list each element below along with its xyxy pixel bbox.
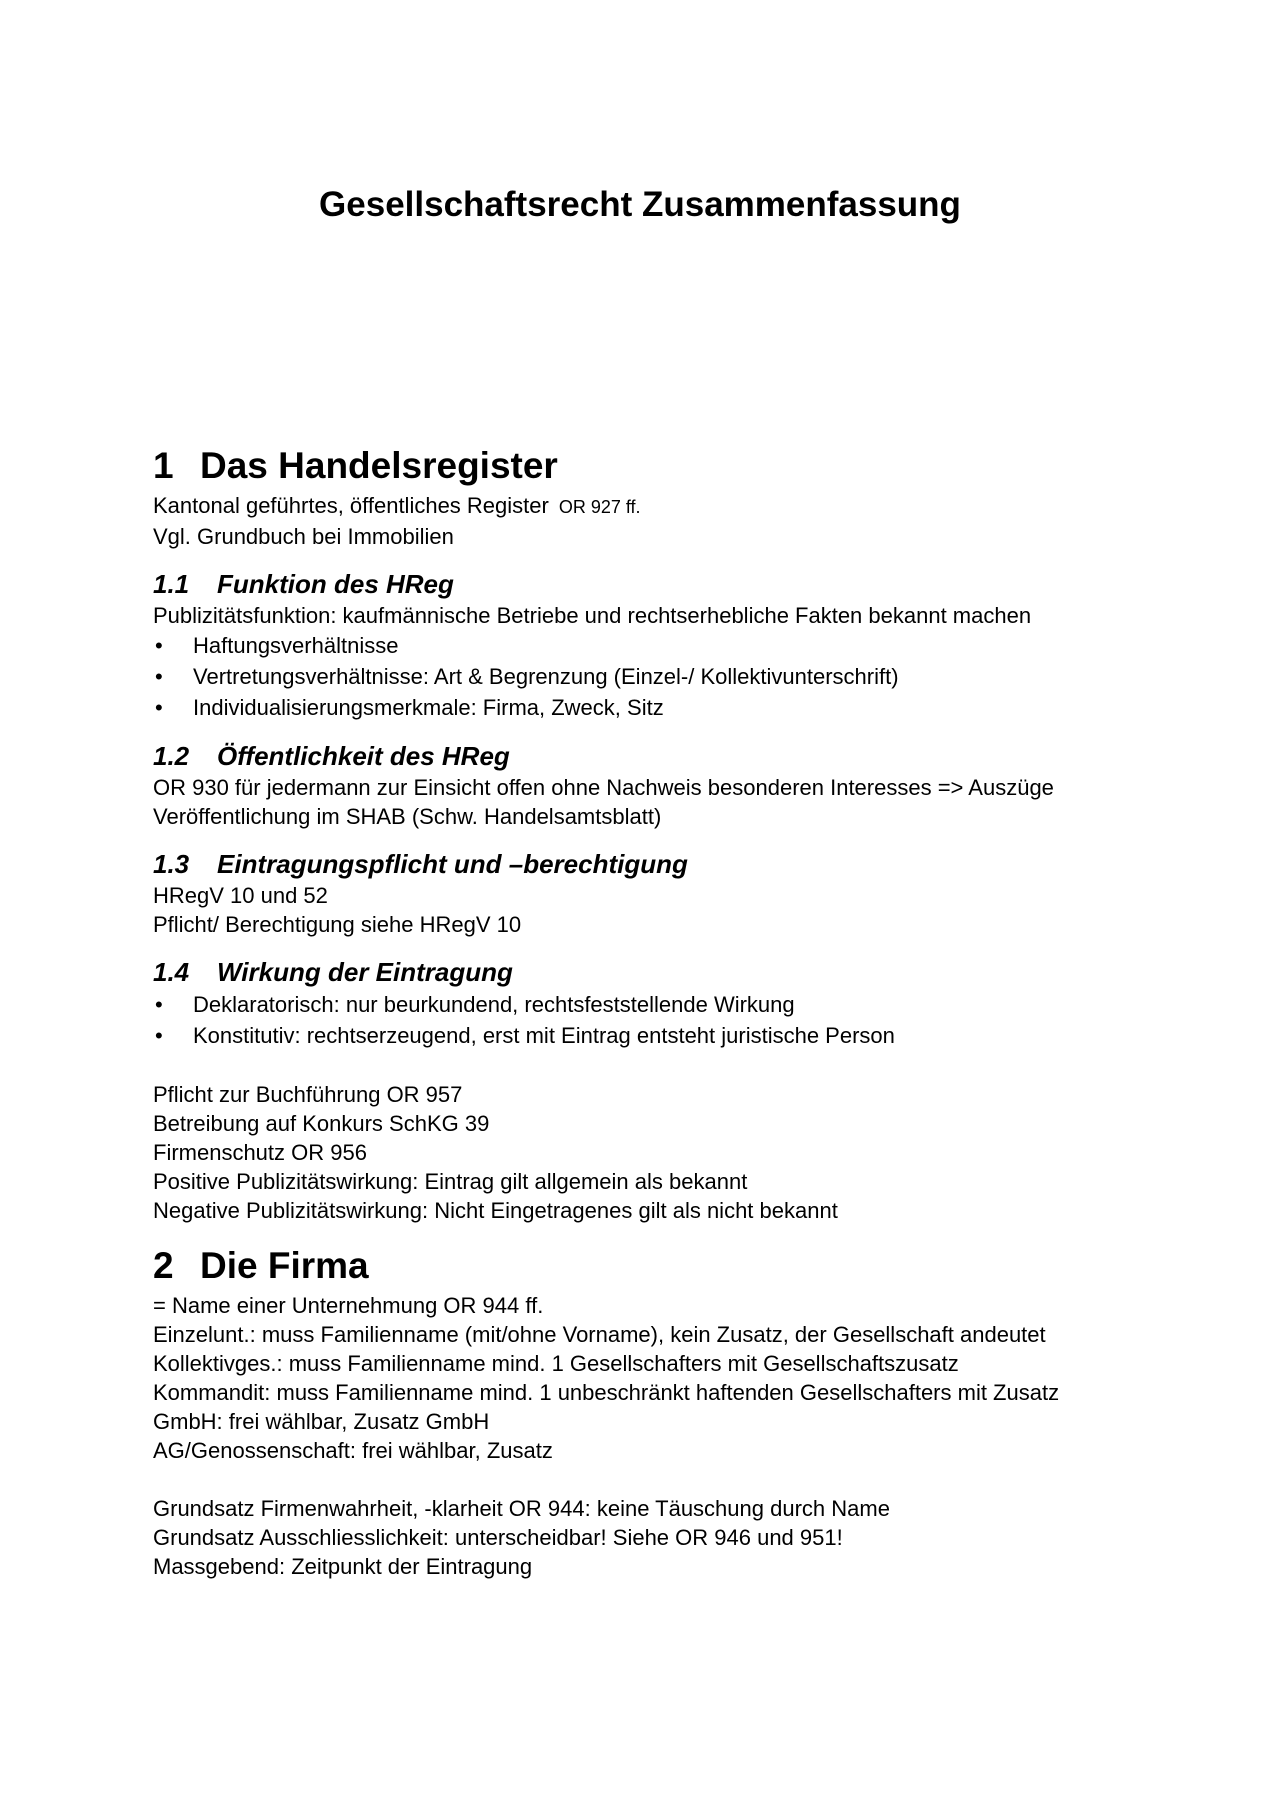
section-1-4-heading	[153, 955, 1193, 989]
text-line: Firmenschutz OR 956	[153, 1140, 367, 1165]
section-title: Eintragungspflicht und –berechtigung	[217, 849, 688, 879]
bullet-icon: •	[155, 1023, 163, 1048]
chapter-1-intro-line-2: Vgl. Grundbuch bei Immobilien	[153, 524, 454, 549]
bullet-icon: •	[155, 664, 163, 689]
chapter-number: 2	[153, 1245, 174, 1286]
list-item-text: Individualisierungsmerkmale: Firma, Zweck, Sitz	[193, 695, 664, 720]
list-item-text: Konstitutiv: rechtserzeugend, erst mit Eintrag entsteht juristische Person	[193, 1023, 895, 1048]
law-reference: OR 927 ff.	[558, 497, 641, 517]
section-number: 1.4	[153, 957, 190, 987]
section-title: Funktion des HReg	[217, 569, 454, 599]
section-1-1-list	[153, 630, 1193, 723]
section-1-1-text: Publizitätsfunktion: kaufmännische Betriebe und rechtserhebliche Fakten bekannt machen	[153, 603, 1032, 628]
text-line: AG/Genossenschaft: frei wählbar, Zusatz	[153, 1438, 553, 1463]
list-item-text: Haftungsverhältnisse	[193, 633, 399, 658]
section-1-4-list	[153, 989, 1193, 1051]
text-line: = Name einer Unternehmung OR 944 ff.	[153, 1293, 544, 1318]
list-item	[153, 692, 1193, 723]
section-1-2-line-1: OR 930 für jedermann zur Einsicht offen ohne Nachweis besonderen Interesses => Auszüge	[153, 775, 1054, 800]
section-number: 1.3	[153, 849, 190, 879]
section-1-3-heading	[153, 847, 1193, 881]
bullet-icon: •	[155, 633, 163, 658]
list-item	[153, 661, 1193, 692]
section-number: 1.2	[153, 741, 190, 771]
chapter-title: Die Firma	[200, 1245, 369, 1286]
bullet-icon: •	[155, 992, 163, 1017]
list-item	[153, 630, 1193, 661]
section-1-3-line-2: Pflicht/ Berechtigung siehe HRegV 10	[153, 912, 522, 937]
section-1-2-line-2: Veröffentlichung im SHAB (Schw. Handelsamtsblatt)	[153, 804, 662, 829]
chapter-number: 1	[153, 445, 174, 486]
chapter-title: Das Handelsregister	[200, 445, 558, 486]
section-title: Wirkung der Eintragung	[217, 957, 513, 987]
text-line: Massgebend: Zeitpunkt der Eintragung	[153, 1554, 533, 1579]
chapter-1-intro-line-1	[153, 491, 1193, 522]
list-item	[153, 1020, 1193, 1051]
text-line: Negative Publizitätswirkung: Nicht Eingetragenes gilt als nicht bekannt	[153, 1198, 838, 1223]
list-item-text: Deklaratorisch: nur beurkundend, rechtsfeststellende Wirkung	[193, 992, 795, 1017]
section-number: 1.1	[153, 569, 190, 599]
chapter-1-heading	[153, 441, 1193, 491]
list-item	[153, 989, 1193, 1020]
list-item-text: Vertretungsverhältnisse: Art & Begrenzung (Einzel-/ Kollektivunterschrift)	[193, 664, 899, 689]
text-line: Kommandit: muss Familienname mind. 1 unbeschränkt haftenden Gesellschafters mit Zusatz	[153, 1380, 1060, 1405]
text-line: Betreibung auf Konkurs SchKG 39	[153, 1111, 490, 1136]
text-line: Pflicht zur Buchführung OR 957	[153, 1082, 463, 1107]
text-line: Einzelunt.: muss Familienname (mit/ohne Vorname), kein Zusatz, der Gesellschaft andeutet	[153, 1322, 1046, 1347]
text-line: GmbH: frei wählbar, Zusatz GmbH	[153, 1409, 490, 1434]
chapter-2-heading	[153, 1241, 1193, 1291]
intro-text: Kantonal geführtes, öffentliches Register	[153, 493, 549, 518]
section-1-3-line-1: HRegV 10 und 52	[153, 883, 328, 908]
text-line: Grundsatz Ausschliesslichkeit: unterscheidbar! Siehe OR 946 und 951!	[153, 1525, 843, 1550]
text-line: Kollektivges.: muss Familienname mind. 1 Gesellschafters mit Gesellschaftszusatz	[153, 1351, 959, 1376]
text-line: Positive Publizitätswirkung: Eintrag gilt allgemein als bekannt	[153, 1169, 748, 1194]
document-content	[153, 441, 1193, 1581]
bullet-icon: •	[155, 695, 163, 720]
section-1-1-heading	[153, 567, 1193, 601]
document-title: Gesellschaftsrecht Zusammenfassung	[319, 185, 961, 224]
section-1-2-heading	[153, 739, 1193, 773]
section-title: Öffentlichkeit des HReg	[217, 741, 510, 771]
text-line: Grundsatz Firmenwahrheit, -klarheit OR 944: keine Täuschung durch Name	[153, 1496, 890, 1521]
